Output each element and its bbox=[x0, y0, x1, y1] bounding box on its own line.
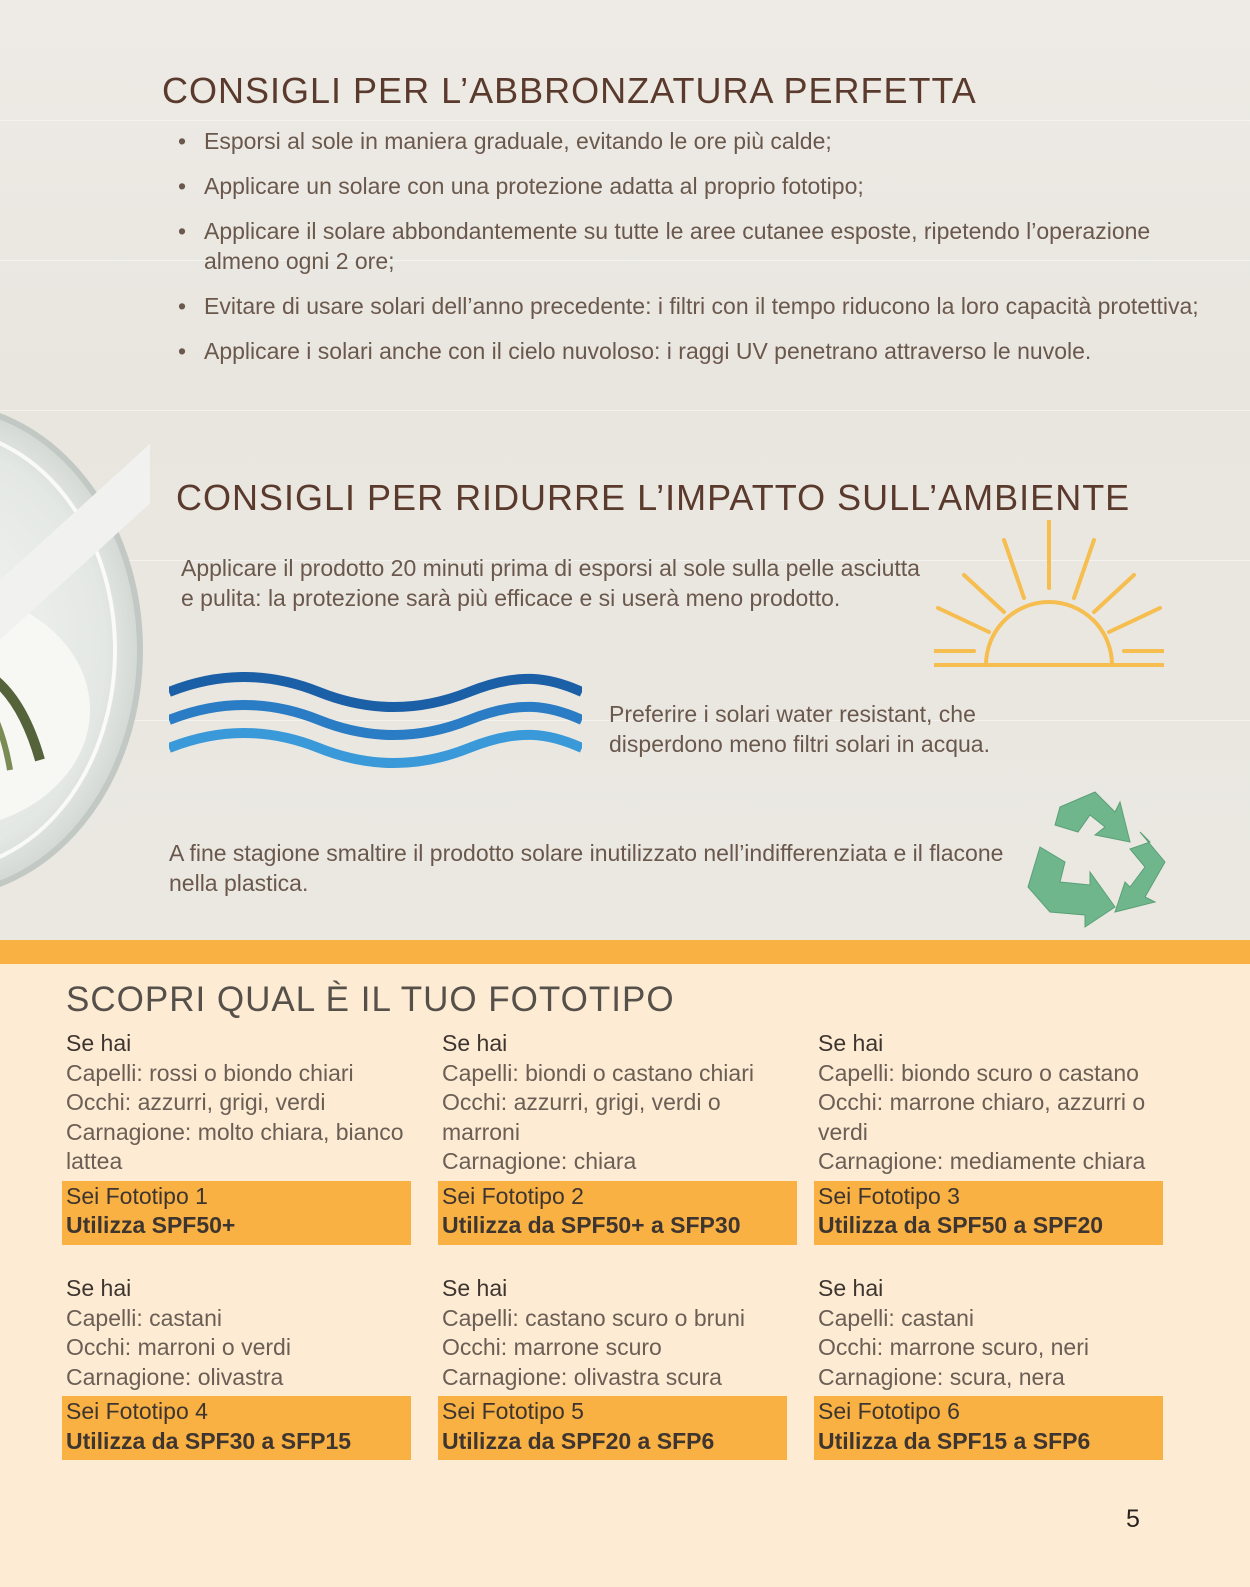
list-item: • Applicare un solare con una protezione adatta al proprio fototipo; bbox=[176, 171, 1216, 201]
card-skin: Carnagione: olivastra scura bbox=[442, 1363, 722, 1390]
card-result bbox=[438, 1396, 787, 1460]
card-hair: Capelli: biondo scuro o castano bbox=[818, 1059, 1139, 1086]
card-result bbox=[62, 1396, 411, 1460]
page-number: 5 bbox=[1126, 1505, 1140, 1533]
card-sfp: Utilizza da SPF20 a SFP6 bbox=[442, 1427, 715, 1454]
orange-divider bbox=[0, 940, 1250, 964]
card-eyes: Occhi: marrone scuro, neri bbox=[818, 1334, 1089, 1360]
card-intro: Se hai bbox=[442, 1275, 508, 1301]
fototipo-card-5 bbox=[442, 1274, 787, 1460]
card-eyes: Occhi: azzurri, grigi, verdi bbox=[66, 1089, 326, 1115]
card-sfp: Utilizza da SPF15 a SFP6 bbox=[818, 1427, 1091, 1454]
card-sfp: Utilizza SPF50+ bbox=[66, 1212, 236, 1238]
list-item: • Applicare il solare abbondantemente su tutte le aree cutanee esposte, ripetendo l’operazione almeno ogni 2 ore; bbox=[176, 216, 1216, 276]
waves-icon bbox=[169, 672, 582, 772]
card-skin: Carnagione: chiara bbox=[442, 1148, 637, 1174]
card-hair: Capelli: biondi o castano chiari bbox=[442, 1059, 754, 1086]
card-intro: Se hai bbox=[66, 1275, 132, 1301]
water-tip-text: Preferire i solari water resistant, che disperdono meno filtri solari in acqua. bbox=[609, 701, 990, 757]
card-result bbox=[438, 1181, 797, 1245]
card-intro: Se hai bbox=[66, 1030, 132, 1056]
card-skin: Carnagione: olivastra bbox=[66, 1363, 284, 1390]
card-intro: Se hai bbox=[818, 1030, 884, 1056]
list-item: • Evitare di usare solari dell’anno precedente: i filtri con il tempo riducono la loro capacità protettiva; bbox=[176, 291, 1216, 321]
card-sfp: Utilizza da SPF30 a SFP15 bbox=[66, 1427, 352, 1454]
card-hair: Capelli: castani bbox=[818, 1304, 974, 1331]
fototipo-card-2 bbox=[442, 1029, 797, 1245]
cream-bowl-image bbox=[0, 380, 150, 900]
environment-tips-heading: CONSIGLI PER RIDURRE L’IMPATTO SULL’AMBIENTE bbox=[176, 477, 1131, 518]
card-intro: Se hai bbox=[818, 1275, 884, 1301]
card-type: Sei Fototipo 6 bbox=[818, 1398, 960, 1424]
card-type: Sei Fototipo 4 bbox=[66, 1398, 208, 1424]
card-eyes: Occhi: azzurri, grigi, verdi o marroni bbox=[442, 1089, 721, 1145]
card-skin: Carnagione: molto chiara, bianco lattea bbox=[66, 1118, 404, 1174]
card-eyes: Occhi: marrone scuro bbox=[442, 1334, 662, 1360]
card-type: Sei Fototipo 3 bbox=[818, 1182, 960, 1209]
recycle-icon bbox=[1020, 787, 1170, 929]
card-eyes: Occhi: marroni o verdi bbox=[66, 1334, 291, 1360]
card-hair: Capelli: castani bbox=[66, 1304, 222, 1331]
fototipo-heading: SCOPRI QUAL È IL TUO FOTOTIPO bbox=[66, 980, 675, 1019]
card-hair: Capelli: rossi o biondo chiari bbox=[66, 1059, 354, 1086]
card-hair: Capelli: castano scuro o bruni bbox=[442, 1304, 745, 1331]
card-result bbox=[62, 1181, 411, 1245]
card-sfp: Utilizza da SPF50+ a SFP30 bbox=[442, 1212, 741, 1238]
card-result bbox=[814, 1396, 1163, 1460]
card-type: Sei Fototipo 1 bbox=[66, 1182, 208, 1209]
card-skin: Carnagione: mediamente chiara bbox=[818, 1148, 1146, 1174]
fototipo-card-4 bbox=[66, 1274, 411, 1460]
list-item: • Applicare i solari anche con il cielo nuvoloso: i raggi UV penetrano attraverso le nuvole. bbox=[176, 336, 1216, 366]
card-eyes: Occhi: marrone chiaro, azzurri o verdi bbox=[818, 1089, 1146, 1145]
card-skin: Carnagione: scura, nera bbox=[818, 1363, 1065, 1390]
card-intro: Se hai bbox=[442, 1030, 508, 1056]
tan-tips-list bbox=[176, 126, 1216, 381]
apply-tip-text: Applicare il prodotto 20 minuti prima di esporsi al sole sulla pelle asciutta e pulita: la protezione sarà più efficace e si userà meno prodotto. bbox=[181, 555, 920, 611]
dispose-tip-text: A fine stagione smaltire il prodotto solare inutilizzato nell’indifferenziata e il flacone nella plastica. bbox=[169, 840, 1004, 896]
sun-icon bbox=[934, 520, 1164, 678]
fototipo-card-1 bbox=[66, 1029, 411, 1245]
tan-tips-heading: CONSIGLI PER L’ABBRONZATURA PERFETTA bbox=[162, 70, 977, 111]
card-type: Sei Fototipo 2 bbox=[442, 1182, 584, 1209]
card-type: Sei Fototipo 5 bbox=[442, 1398, 584, 1424]
list-item: • Esporsi al sole in maniera graduale, evitando le ore più calde; bbox=[176, 126, 1216, 156]
card-result bbox=[814, 1181, 1163, 1245]
fototipo-card-3 bbox=[818, 1029, 1163, 1245]
fototipo-card-6 bbox=[818, 1274, 1163, 1460]
card-sfp: Utilizza da SPF50 a SPF20 bbox=[818, 1212, 1104, 1238]
